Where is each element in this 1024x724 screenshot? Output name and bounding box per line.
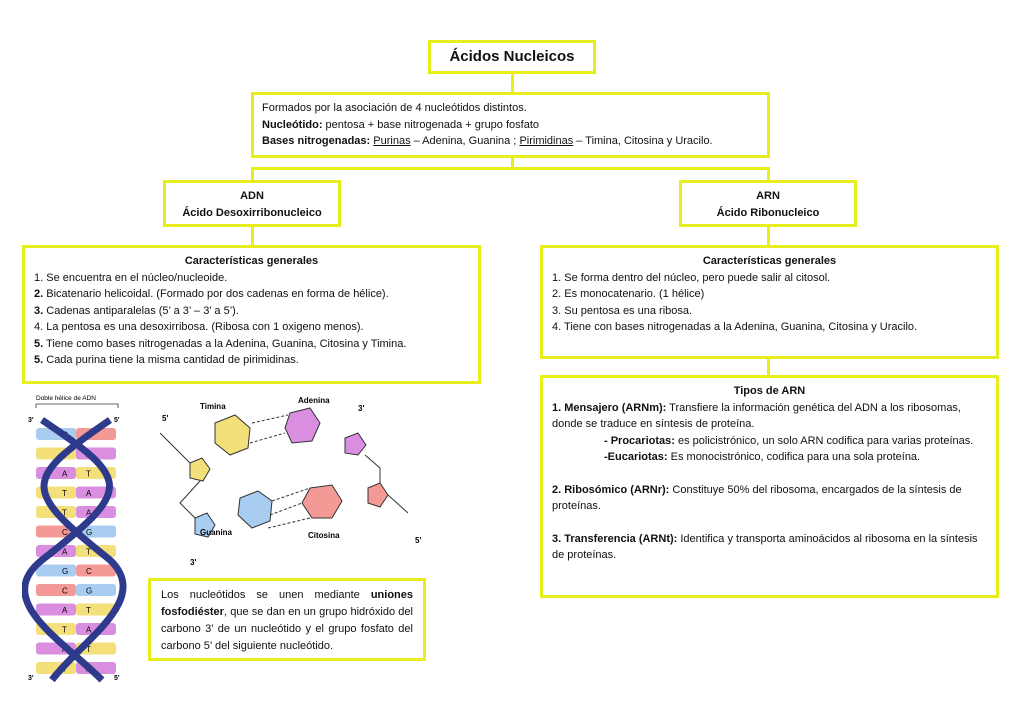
section-title: Características generales bbox=[702, 255, 837, 267]
base-label: T bbox=[62, 508, 67, 518]
base-label: A bbox=[62, 547, 68, 557]
label-5prime: 5' bbox=[114, 417, 120, 424]
label-3prime: 3' bbox=[28, 675, 34, 682]
connector bbox=[251, 167, 770, 170]
label-guanina: Guanina bbox=[200, 528, 233, 537]
label-5prime: 5' bbox=[415, 536, 422, 545]
arn-types bbox=[540, 375, 999, 598]
list-item: 4. La pentosa es una desoxirribosa. (Ribosa con 1 oxigeno menos). bbox=[34, 321, 364, 333]
connector bbox=[251, 226, 254, 246]
list-item: 4. Tiene con bases nitrogenadas a la Adenina, Guanina, Citosina y Uracilo. bbox=[552, 321, 918, 333]
list-item: 2. Bicatenario helicoidal. (Formado por dos cadenas en forma de hélice). bbox=[34, 288, 389, 300]
label-5prime: 5' bbox=[162, 414, 169, 423]
base-label: A bbox=[62, 645, 68, 654]
arn-box bbox=[679, 180, 857, 227]
adn-name: ADN bbox=[240, 190, 264, 202]
list-item: 5. Tiene como bases nitrogenadas a la Adenina, Guanina, Citosina y Timina. bbox=[34, 337, 407, 350]
helix-title: Doble hélice de ADN bbox=[36, 395, 96, 402]
base-A bbox=[36, 604, 76, 616]
label-adenina: Adenina bbox=[298, 396, 330, 405]
citosina-ring bbox=[302, 485, 342, 518]
connector bbox=[511, 73, 514, 93]
base-label: T bbox=[86, 469, 91, 479]
intro-line: Nucleótido: pentosa + base nitrogenada + grupo fosfato bbox=[262, 118, 539, 131]
connector bbox=[251, 167, 254, 181]
base-label: G bbox=[86, 528, 93, 537]
list-item: 5. Cada purina tiene la misma cantidad de pirimidinas. bbox=[34, 354, 299, 366]
arn-characteristics bbox=[540, 245, 999, 359]
base-label: C bbox=[62, 586, 68, 596]
base-label: T bbox=[62, 489, 67, 498]
base-label: A bbox=[86, 625, 92, 635]
list-item: 3. Su pentosa es una ribosa. bbox=[552, 304, 693, 317]
procariotas: - Procariotas: es policistrónico, un solo ARN codifica para varias proteínas. bbox=[604, 434, 974, 447]
base-label: A bbox=[86, 664, 92, 674]
adn-box bbox=[163, 180, 341, 227]
phosphodiester-note: Los nucleótidos se unen mediante uniones fosfodiéster, que se dan en un grupo hidróxido del carbono 3’ de un nucleótido y el grupo fosfato del carbono 5’ del siguiente nucleótido. bbox=[148, 578, 426, 661]
connector bbox=[767, 358, 770, 376]
intro-line: Bases nitrogenadas: Purinas – Adenina, Guanina ; Pirimidinas – Timina, Citosina y Uracilo. bbox=[262, 135, 713, 147]
base-label: T bbox=[86, 547, 91, 557]
type-transferencia: 3. Transferencia (ARNt): Identifica y transporta aminoácidos al ribosoma en la síntesis de proteínas. bbox=[552, 532, 978, 561]
base-label: A bbox=[62, 469, 68, 479]
list-item: 1. Se forma dentro del núcleo, pero puede salir al citosol. bbox=[552, 271, 831, 284]
eucariotas: -Eucariotas: Es monocistrónico, codifica para una sola proteína. bbox=[604, 451, 921, 463]
label-citosina: Citosina bbox=[308, 531, 340, 540]
base-C bbox=[76, 565, 116, 577]
base-label: A bbox=[86, 508, 92, 518]
base-label: C bbox=[86, 430, 92, 440]
base-A bbox=[36, 467, 76, 479]
type-mensajero: 1. Mensajero (ARNm): Transfiere la información genética del ADN a los ribosomas, donde se traduce en síntesis de proteína. bbox=[552, 401, 961, 430]
connector bbox=[767, 167, 770, 181]
guanina-ring bbox=[238, 491, 272, 528]
timina-ring bbox=[215, 415, 250, 455]
label-5prime: 5' bbox=[114, 675, 120, 682]
arn-name: ARN bbox=[756, 190, 780, 202]
intro-box bbox=[251, 92, 770, 158]
base-G bbox=[76, 584, 116, 596]
adn-characteristics bbox=[22, 245, 481, 384]
list-item: 1. Se encuentra en el núcleo/nucleoide. bbox=[34, 271, 228, 284]
base-label: T bbox=[86, 645, 91, 654]
base-label: C bbox=[62, 528, 68, 537]
base-label: G bbox=[86, 586, 93, 596]
section-title: Características generales bbox=[184, 255, 319, 267]
base-label: T bbox=[86, 606, 91, 615]
base-label: A bbox=[62, 606, 68, 615]
intro-line: Formados por la asociación de 4 nucleótidos distintos. bbox=[262, 102, 527, 114]
arn-full: Ácido Ribonucleico bbox=[716, 206, 820, 219]
label-3prime: 3' bbox=[190, 558, 197, 567]
base-label: T bbox=[62, 450, 67, 459]
label-3prime: 3' bbox=[358, 404, 365, 413]
section-title: Tipos de ARN bbox=[733, 385, 806, 397]
page-title: Ácidos Nucleicos bbox=[428, 40, 596, 74]
base-label: G bbox=[62, 430, 69, 440]
label-3prime: 3' bbox=[28, 417, 34, 424]
adenina-ring bbox=[285, 408, 320, 443]
type-ribosomico: 2. Ribosómico (ARNr): Constituye 50% del ribosoma, encargados de la síntesis de proteínas. bbox=[552, 483, 962, 512]
label-timina: Timina bbox=[200, 402, 226, 411]
list-item: 3. Cadenas antiparalelas (5’ a 3’ – 3’ a 5’). bbox=[34, 304, 239, 317]
nucleotide-structure-figure bbox=[140, 393, 440, 568]
adn-full: Ácido Desoxirribonucleico bbox=[182, 206, 322, 219]
base-G bbox=[36, 565, 76, 577]
base-C bbox=[36, 584, 76, 596]
base-label: T bbox=[62, 664, 67, 674]
base-label: A bbox=[86, 489, 92, 498]
base-label: T bbox=[62, 625, 67, 635]
connector bbox=[767, 226, 770, 246]
base-label: G bbox=[62, 567, 69, 576]
dna-helix-figure bbox=[22, 390, 137, 685]
list-item: 2. Es monocatenario. (1 hélice) bbox=[552, 288, 705, 300]
base-label: C bbox=[86, 567, 92, 576]
base-label: A bbox=[86, 450, 92, 459]
